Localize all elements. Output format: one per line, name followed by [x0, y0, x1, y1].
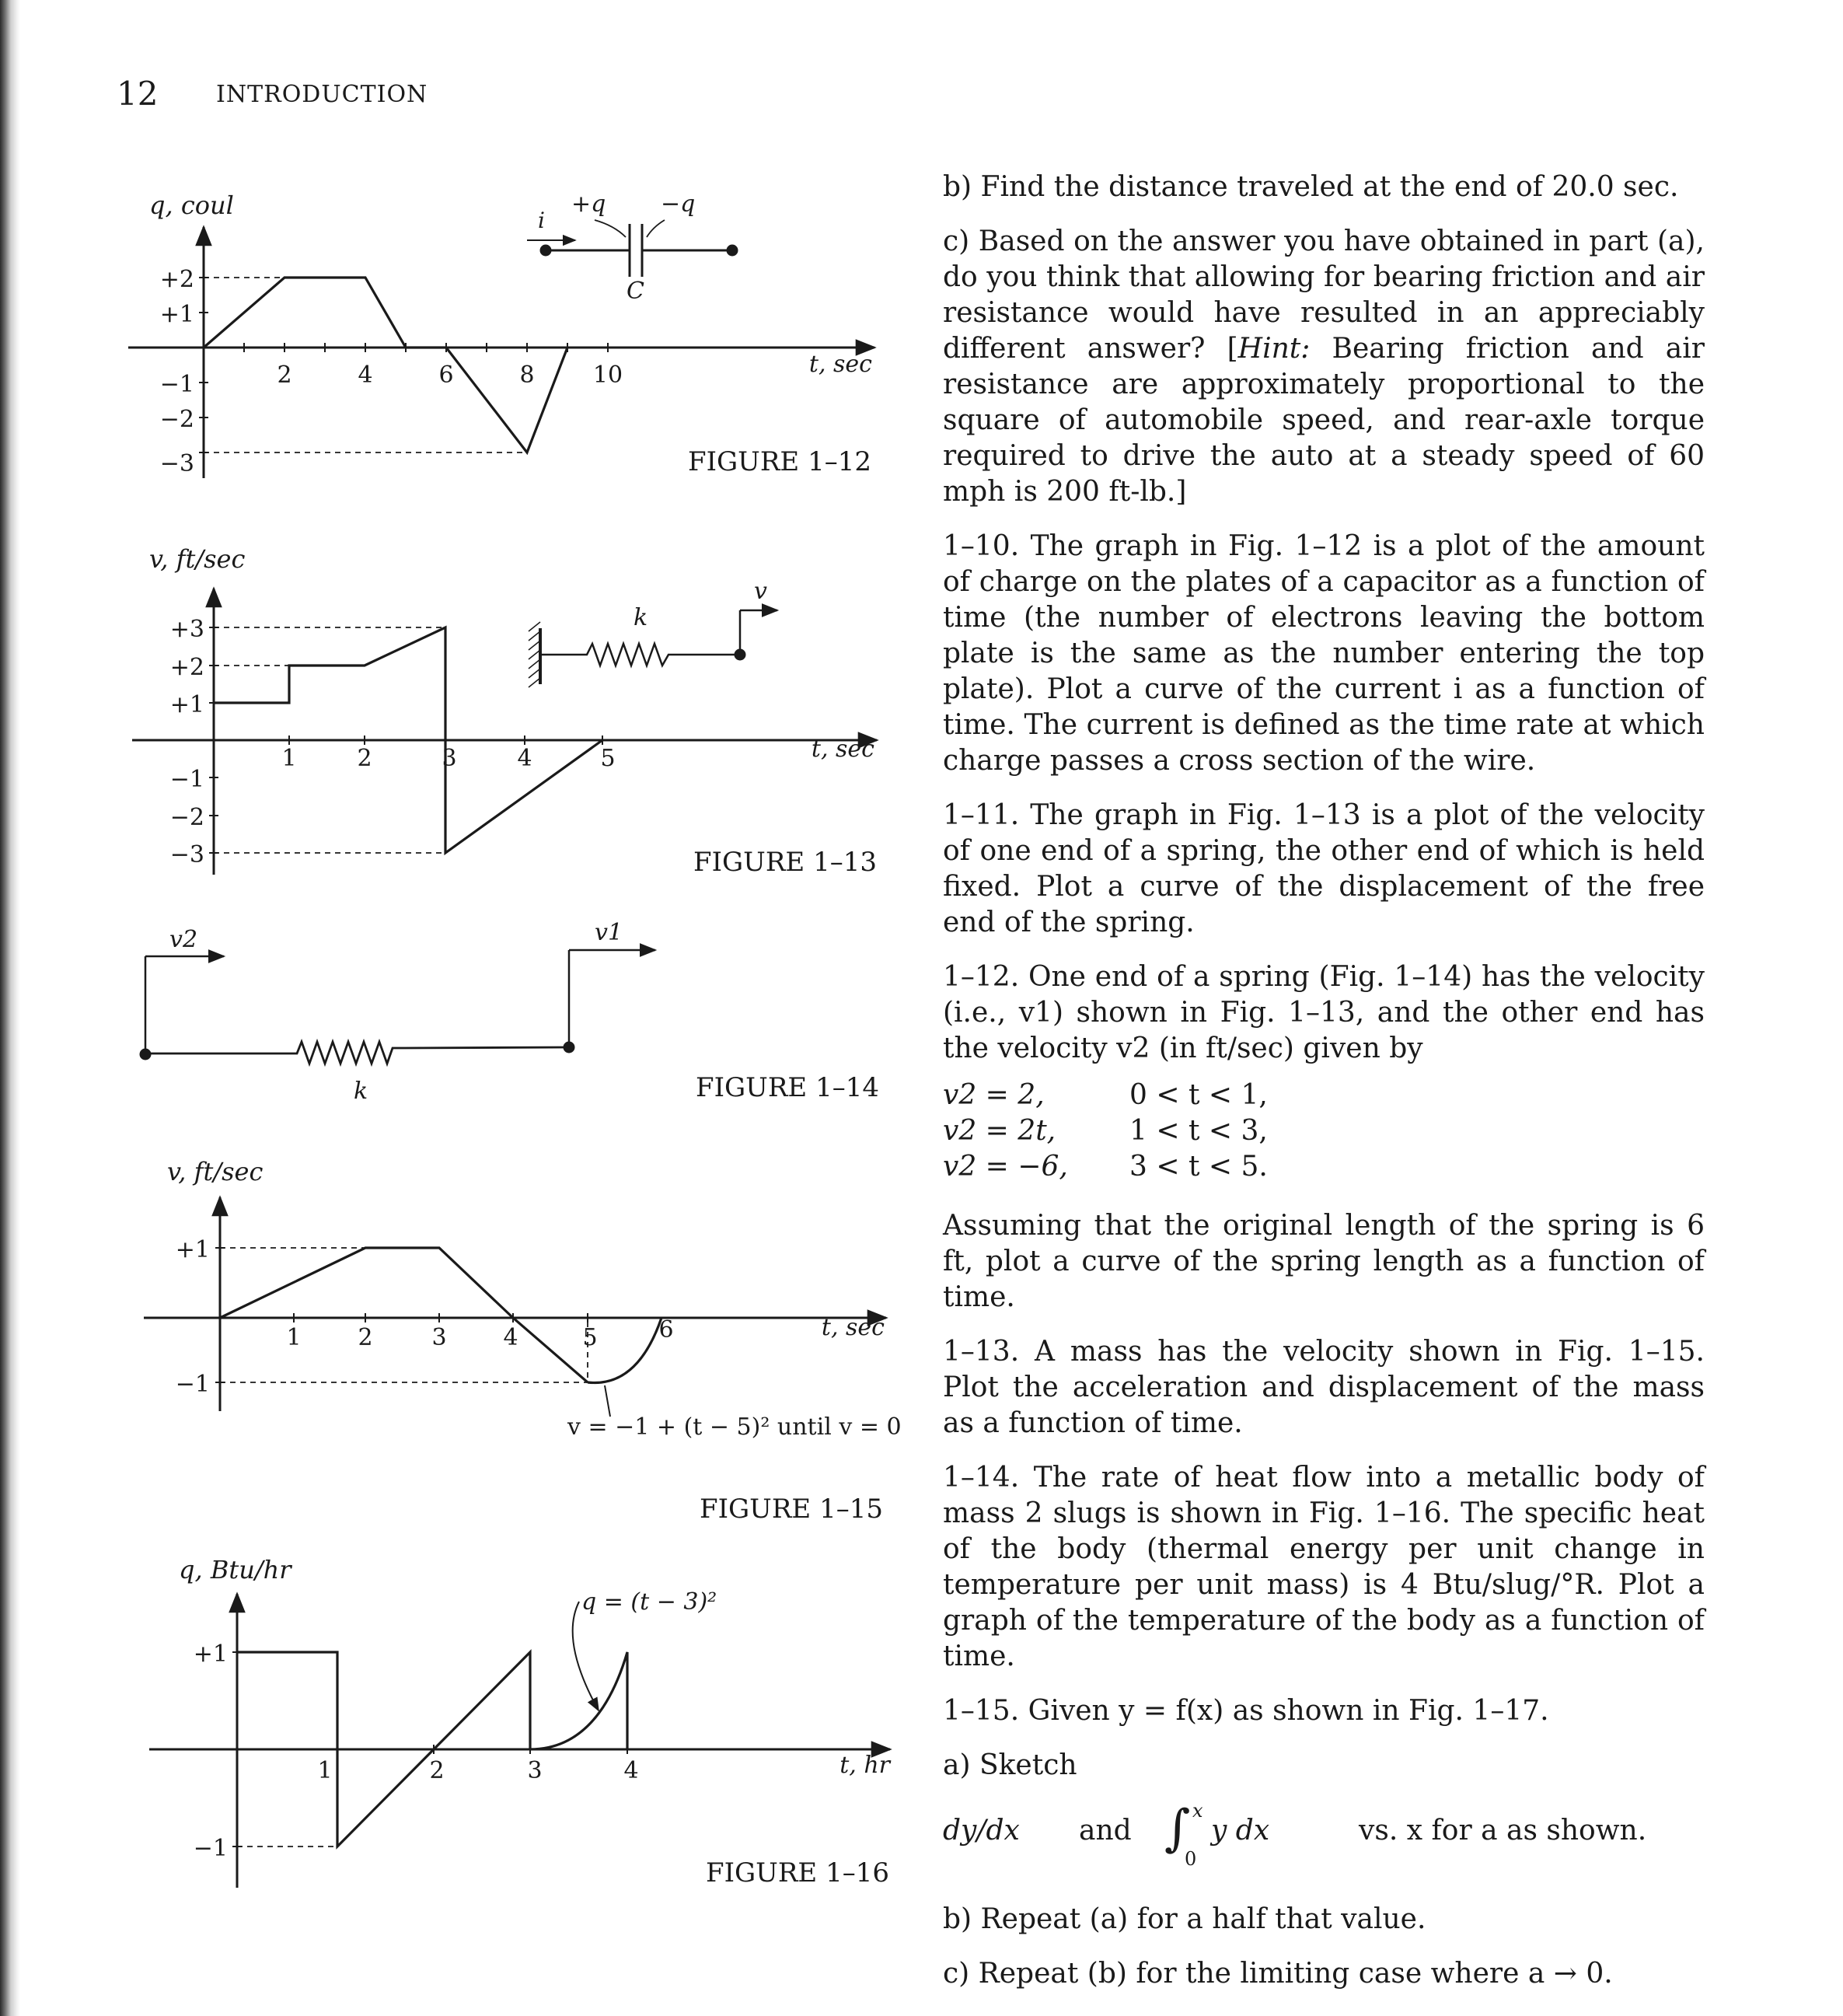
problem-1-12-cont: Assuming that the original length of the spring is 6 ft, plot a curve of the spring length as a function of time. [943, 1210, 1705, 1313]
running-head: INTRODUCTION [216, 81, 428, 108]
fig14-v1: v1 [595, 919, 623, 946]
fig12-caption: FIGURE 1–12 [688, 446, 871, 477]
fig12-inset-minusq: −q [661, 190, 696, 218]
problem-part-b: b) Find the distance traveled at the end of 20.0 sec. [943, 171, 1679, 203]
fig13-xtick: 5 [600, 745, 616, 772]
figure-1-15 [144, 1197, 886, 1417]
fig13-xtick: 3 [442, 745, 457, 772]
fig13-caption: FIGURE 1–13 [693, 847, 877, 878]
page-number: 12 [117, 75, 159, 113]
fig12-inset-plusq: +q [571, 190, 606, 218]
fig13-ytick: −1 [169, 766, 204, 793]
fig13-inset-k: k [634, 604, 648, 631]
fig15-curve [220, 1248, 588, 1382]
problem-1-12: 1–12. One end of a spring (Fig. 1–14) has the velocity (i.e., v1) shown in Fig. 1–13, and the other end has the velocity v2 (in ft/sec) given by [943, 961, 1705, 1064]
fig14-caption: FIGURE 1–14 [696, 1072, 879, 1103]
fig12-xtick: 8 [519, 362, 535, 389]
problem-1-15c: c) Repeat (b) for the limiting case where a → 0. [943, 1958, 1613, 1990]
fig15-xtick: 3 [431, 1324, 447, 1351]
fig12-curve [204, 278, 567, 452]
fig12-ytick: −2 [159, 406, 194, 433]
fig16-xtick: 4 [623, 1757, 639, 1784]
fig16-ylabel: q, Btu/hr [179, 1555, 291, 1584]
problem-1-15: 1–15. Given y = f(x) as shown in Fig. 1–17. [943, 1695, 1549, 1727]
fig15-xtick: 1 [286, 1324, 302, 1351]
problem-1-11: 1–11. The graph in Fig. 1–13 is a plot of the velocity of one end of a spring, the other end of which is held fixed. Plot a curve of the displacement of the free end of the spring. [943, 799, 1705, 938]
fig13-ytick: +1 [169, 691, 204, 718]
figure-1-13 [132, 589, 877, 875]
fig12-xlabel: t, sec [808, 351, 872, 378]
fig13-xtick: 4 [517, 745, 532, 772]
fig14-v2: v2 [169, 926, 198, 953]
fig13-ytick: +2 [169, 654, 204, 681]
figure-1-14 [141, 950, 655, 1064]
fig12-ytick: −3 [159, 450, 194, 477]
fig16-ytick: +1 [193, 1640, 228, 1668]
fig16-xtick: 3 [527, 1757, 543, 1784]
fig13-ylabel: v, ft/sec [149, 544, 246, 574]
figure-1-16 [149, 1594, 890, 1888]
fig16-caption: FIGURE 1–16 [706, 1857, 889, 1888]
problem-1-15a: a) Sketch [943, 1749, 1077, 1781]
fig16-ytick: −1 [193, 1835, 228, 1862]
fig15-annotation: v = −1 + (t − 5)² until v = 0 [567, 1413, 902, 1441]
fig12-inset-c: C [627, 278, 644, 305]
fig12-ytick: −1 [159, 371, 194, 398]
fig15-ylabel: v, ft/sec [167, 1157, 264, 1186]
fig12-xtick: 2 [277, 362, 292, 389]
fig13-xlabel: t, sec [811, 735, 874, 763]
fig12-xtick: 4 [358, 362, 373, 389]
fig15-ytick: +1 [175, 1236, 210, 1263]
fig13-ytick: −2 [169, 804, 204, 831]
fig12-xtick: 6 [438, 362, 454, 389]
fig13-xtick: 2 [357, 745, 372, 772]
fig14-k: k [354, 1078, 368, 1105]
problem-part-c: c) Based on the answer you have obtained in part (a), do you think that allowing for bearing friction and air resistance would have resulted in an appreciably different answer? [Hint: Bearing friction and air resistance are approximately proportional to the square of automobile speed, and rear-axle torque required to drive the auto at a steady speed of 60 mph is 200 ft-lb.] [943, 225, 1705, 508]
integral-expression: dy/dx and ∫ x 0 y dx vs. x for a as shown. [943, 1800, 1647, 1870]
problem-1-15b: b) Repeat (a) for a half that value. [943, 1903, 1426, 1935]
fig12-ylabel: q, coul [149, 190, 234, 220]
fig13-xtick: 1 [281, 745, 297, 772]
problem-1-13: 1–13. A mass has the velocity shown in Fig. 1–15. Plot the acceleration and displacement of the mass as a function of time. [943, 1336, 1705, 1439]
fig13-ytick: +3 [169, 616, 204, 643]
fig13-inset-v: v [754, 578, 767, 605]
fig12-ytick: +1 [159, 301, 194, 328]
fig13-ytick: −3 [169, 841, 204, 868]
problem-1-10: 1–10. The graph in Fig. 1–12 is a plot of the amount of charge on the plates of a capacitor as a function of time (the number of electrons leaving the bottom plate is the same as the number entering the top plate). Plot a curve of the current i as a function of time. The current is defined as the time rate at which charge passes a cross section of the wire. [943, 530, 1705, 777]
fig15-ytick: −1 [175, 1371, 210, 1398]
problem-1-14: 1–14. The rate of heat flow into a metallic body of mass 2 slugs is shown in Fig. 1–16. The specific heat of the body (thermal energy per unit change in temperature per unit mass) is 4 Btu/slug/°R. Plot a graph of the temperature of the body as a function of time. [943, 1462, 1705, 1672]
text-column [943, 169, 1705, 2011]
fig15-xtick: 5 [582, 1324, 598, 1351]
fig15-parabola [588, 1318, 661, 1383]
fig16-xtick: 1 [317, 1757, 333, 1784]
fig16-xtick: 2 [429, 1757, 445, 1784]
fig12-ytick: +2 [159, 266, 194, 293]
figure-1-12 [128, 220, 874, 478]
fig16-xlabel: t, hr [839, 1752, 890, 1779]
velocity-equations: v2 = 2, 0 < t < 1, v2 = 2t, 1 < t < 3, v2 = −6, 3 < t < 5. [943, 1079, 1268, 1183]
fig15-caption: FIGURE 1–15 [700, 1494, 883, 1525]
fig15-xlabel: t, sec [821, 1314, 885, 1341]
fig16-annotation: q = (t − 3)² [581, 1588, 717, 1616]
fig12-inset-i: i [538, 208, 545, 233]
fig12-xtick: 10 [592, 362, 623, 389]
fig15-xtick: 4 [503, 1324, 518, 1351]
fig15-xtick: 2 [358, 1324, 373, 1351]
fig15-xtick: 6 [658, 1316, 674, 1343]
